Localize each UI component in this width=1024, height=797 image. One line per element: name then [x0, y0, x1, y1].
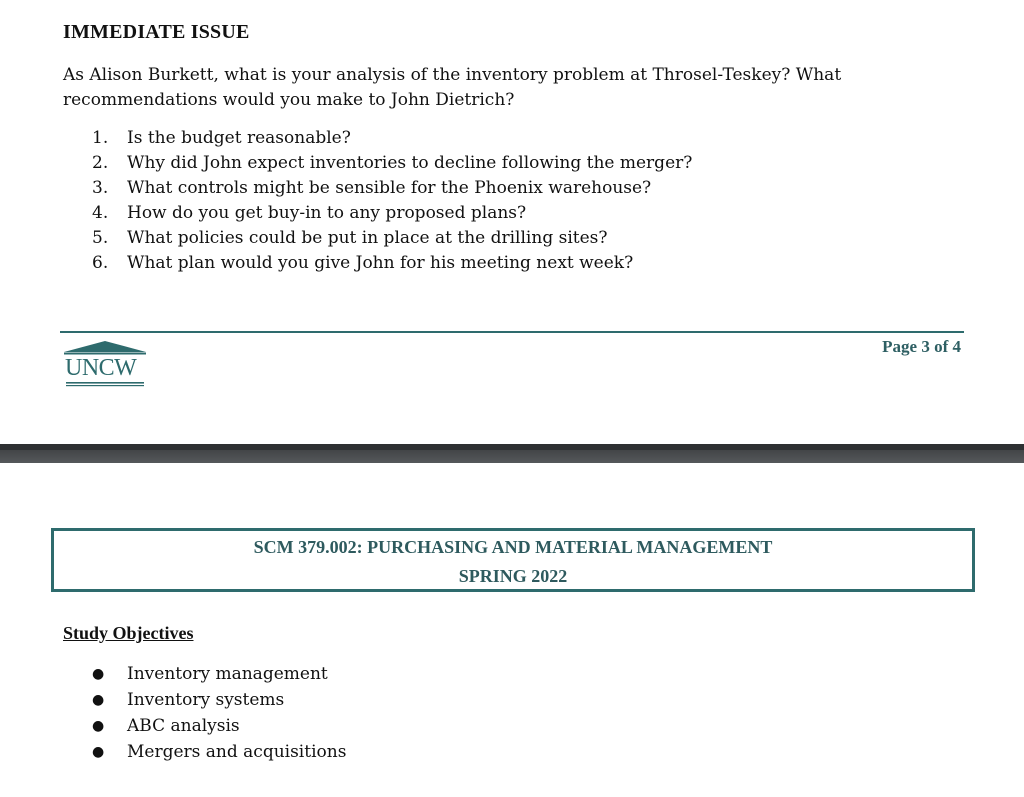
list-item-text: What controls might be sensible for the Phoenix warehouse?	[127, 178, 652, 198]
page-number: Page 3 of 4	[882, 337, 961, 356]
course-term: SPRING 2022	[458, 566, 568, 586]
list-item	[92, 226, 692, 251]
list-number: 5.	[92, 228, 109, 248]
objectives-heading: Study Objectives	[63, 623, 194, 643]
question-list	[92, 126, 692, 276]
footer-divider	[60, 331, 964, 333]
list-item-text: How do you get buy-in to any proposed plans?	[127, 203, 527, 223]
list-item-text: ABC analysis	[127, 716, 240, 736]
list-item-text: Why did John expect inventories to decline following the merger?	[127, 153, 693, 173]
list-item-text: Inventory management	[127, 664, 328, 684]
document-page-4	[0, 463, 1024, 797]
list-number: 6.	[92, 253, 109, 273]
list-item	[92, 151, 692, 176]
list-item-text: What plan would you give John for his meeting next week?	[127, 253, 634, 273]
list-item	[92, 176, 692, 201]
list-item-text: What policies could be put in place at the drilling sites?	[127, 228, 608, 248]
list-item	[92, 713, 346, 739]
bullet-icon: ●	[92, 666, 105, 682]
list-item	[92, 739, 346, 765]
list-item	[92, 661, 346, 687]
list-number: 4.	[92, 203, 109, 223]
list-number: 2.	[92, 153, 109, 173]
bullet-icon: ●	[92, 692, 105, 708]
uncw-logo	[62, 340, 148, 388]
intro-paragraph: As Alison Burkett, what is your analysis of the inventory problem at Throsel-Teskey? What recommendations would you make to John Dietrich?	[63, 65, 842, 110]
course-header-box	[51, 528, 975, 592]
list-item	[92, 126, 692, 151]
bullet-icon: ●	[92, 718, 105, 734]
list-item-text: Mergers and acquisitions	[127, 742, 347, 762]
list-number: 3.	[92, 178, 109, 198]
page-break-divider	[0, 444, 1024, 463]
list-item-text: Inventory systems	[127, 690, 285, 710]
course-title: SCM 379.002: PURCHASING AND MATERIAL MANAGEMENT	[253, 537, 773, 557]
list-item	[92, 201, 692, 226]
section-heading: IMMEDIATE ISSUE	[63, 21, 250, 43]
list-item	[92, 687, 346, 713]
objectives-list	[92, 661, 346, 765]
logo-wordmark: UNCW	[65, 355, 137, 381]
list-item-text: Is the budget reasonable?	[127, 128, 351, 148]
list-number: 1.	[92, 128, 109, 148]
bullet-icon: ●	[92, 744, 105, 760]
list-item	[92, 251, 692, 276]
